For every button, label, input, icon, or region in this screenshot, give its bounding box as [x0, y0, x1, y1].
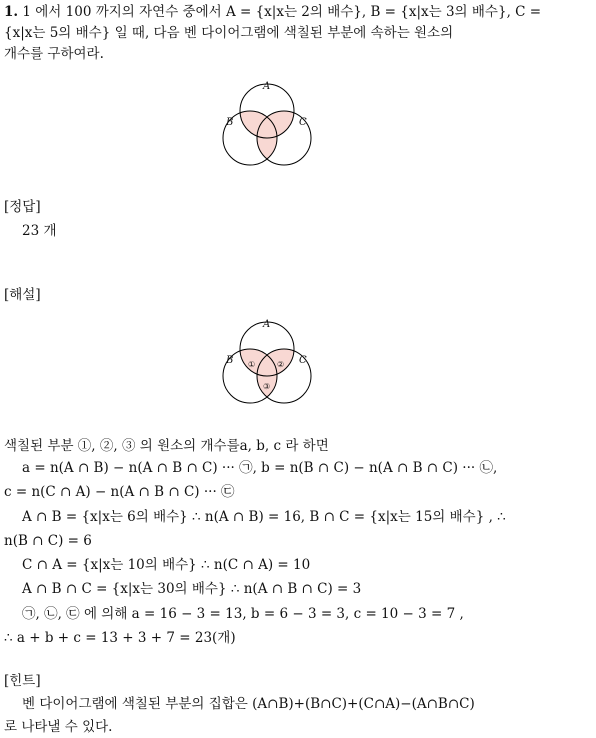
label-a: A: [263, 81, 271, 92]
answer-value: 23 개: [22, 223, 57, 239]
label-c: C: [299, 355, 307, 366]
region-label-2: ②: [277, 360, 285, 369]
label-a: A: [263, 319, 271, 330]
solution-line-3: c = n(C ∩ A) − n(A ∩ B ∩ C) ··· ㉢: [4, 484, 235, 500]
label-b: B: [226, 117, 234, 128]
problem-number: 1.: [4, 4, 19, 20]
solution-line-6: C ∩ A = {x|x는 10의 배수} ∴ n(C ∩ A) = 10: [22, 557, 311, 573]
region-label-3: ③: [263, 382, 271, 391]
label-b: B: [226, 355, 234, 366]
venn-diagram-problem: [212, 78, 316, 174]
hint-line-2: 로 나타낼 수 있다.: [4, 719, 113, 735]
solution-line-8: ㉠, ㉡, ㉢ 에 의해 a = 16 − 3 = 13, b = 6 − 3 = 3, c = 10 − 3 = 7 ,: [22, 606, 464, 622]
problem-line-3: 개수를 구하여라.: [4, 46, 104, 62]
solution-heading: [해설]: [4, 287, 41, 303]
label-c: C: [299, 117, 307, 128]
answer-heading: [정답]: [4, 199, 41, 215]
problem-text-1: 1 에서 100 까지의 자연수 중에서 A = {x|x는 2의 배수}, B = {x|x는 3의 배수}, C =: [22, 4, 542, 20]
solution-line-5: n(B ∩ C) = 6: [4, 533, 92, 549]
problem-line-2: {x|x는 5의 배수} 일 때, 다음 벤 다이어그램에 색칠된 부분에 속하는 원소의: [4, 25, 454, 41]
region-label-1: ①: [248, 360, 256, 369]
hint-line-1: 벤 다이어그램에 색칠된 부분의 집합은 (A∩B)+(B∩C)+(C∩A)−(A∩B∩C): [22, 696, 475, 712]
solution-line-1: 색칠된 부분 ①, ②, ③ 의 원소의 개수를a, b, c 라 하면: [4, 438, 329, 454]
solution-line-4: A ∩ B = {x|x는 6의 배수} ∴ n(A ∩ B) = 16, B ∩ C = {x|x는 15의 배수} , ∴: [22, 509, 506, 525]
solution-line-2: a = n(A ∩ B) − n(A ∩ B ∩ C) ··· ㉠, b = n(B ∩ C) − n(A ∩ B ∩ C) ··· ㉡,: [22, 460, 498, 476]
problem-line-1: [4, 6, 541, 20]
hint-heading: [힌트]: [4, 673, 41, 689]
solution-line-7: A ∩ B ∩ C = {x|x는 30의 배수} ∴ n(A ∩ B ∩ C) = 3: [22, 581, 362, 597]
solution-line-9: ∴ a + b + c = 13 + 3 + 7 = 23(개): [4, 630, 236, 646]
venn-diagram-solution: [212, 316, 316, 412]
